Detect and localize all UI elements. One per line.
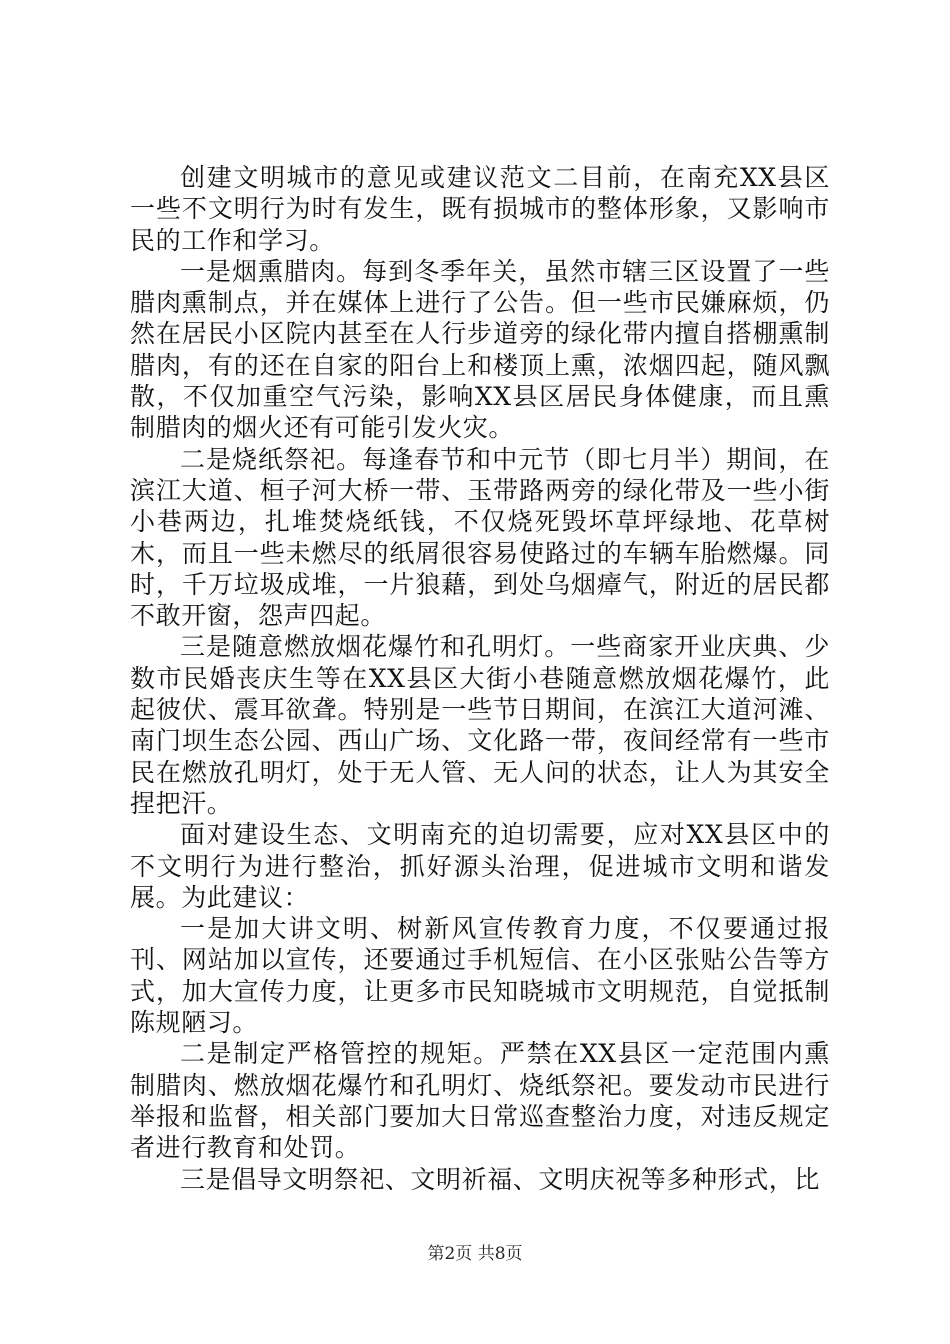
paragraph-intro: 创建文明城市的意见或建议范文二目前，在南充XX县区一些不文明行为时有发生，既有损城市的整体形象，又影响市民的工作和学习。 (130, 163, 830, 255)
paragraph-suggestion-intro: 面对建设生态、文明南充的迫切需要，应对XX县区中的不文明行为进行整治，抓好源头治理，促进城市文明和谐发展。为此建议： (130, 820, 830, 912)
paragraph-smoked-meat: 一是烟熏腊肉。每到冬季年关，虽然市辖三区设置了一些腊肉熏制点，并在媒体上进行了公告。但一些市民嫌麻烦，仍然在居民小区院内甚至在人行步道旁的绿化带内擅自搭棚熏制腊肉，有的还在自家的阳台上和楼顶上熏，浓烟四起，随风飘散，不仅加重空气污染，影响XX县区居民身体健康，而且熏制腊肉的烟火还有可能引发火灾。 (130, 256, 830, 443)
paragraph-fireworks: 三是随意燃放烟花爆竹和孔明灯。一些商家开业庆典、少数市民婚丧庆生等在XX县区大街小巷随意燃放烟花爆竹，此起彼伏、震耳欲聋。特别是一些节日期间，在滨江大道河滩、南门坝生态公园、西山广场、文化路一带，夜间经常有一些市民在燃放孔明灯，处于无人管、无人问的状态，让人为其安全捏把汗。 (130, 632, 830, 818)
paragraph-suggestion-3: 三是倡导文明祭祀、文明祈福、文明庆祝等多种形式，比 (180, 1164, 821, 1194)
paragraph-paper-burning: 二是烧纸祭祀。每逢春节和中元节（即七月半）期间，在滨江大道、桓子河大桥一带、玉带路两旁的绿化带及一些小街小巷两边，扎堆焚烧纸钱，不仅烧死毁坏草坪绿地、花草树木，而且一些未燃尽的纸屑很容易使路过的车辆车胎燃爆。同时，千万垃圾成堆，一片狼藉，到处乌烟瘴气，附近的居民都不敢开窗，怨声四起。 (130, 444, 830, 631)
document-body (130, 162, 830, 1195)
paragraph-suggestion-1: 一是加大讲文明、树新风宣传教育力度，不仅要通过报刊、网站加以宣传，还要通过手机短信、在小区张贴公告等方式，加大宣传力度，让更多市民知晓城市文明规范，自觉抵制陈规陋习。 (130, 914, 830, 1038)
paragraph-suggestion-2: 二是制定严格管控的规矩。严禁在XX县区一定范围内熏制腊肉、燃放烟花爆竹和孔明灯、烧纸祭祀。要发动市民进行举报和监督，相关部门要加大日常巡查整治力度，对违反规定者进行教育和处罚。 (130, 1039, 830, 1163)
page-number-footer: 第2页 共8页 (427, 1244, 523, 1264)
